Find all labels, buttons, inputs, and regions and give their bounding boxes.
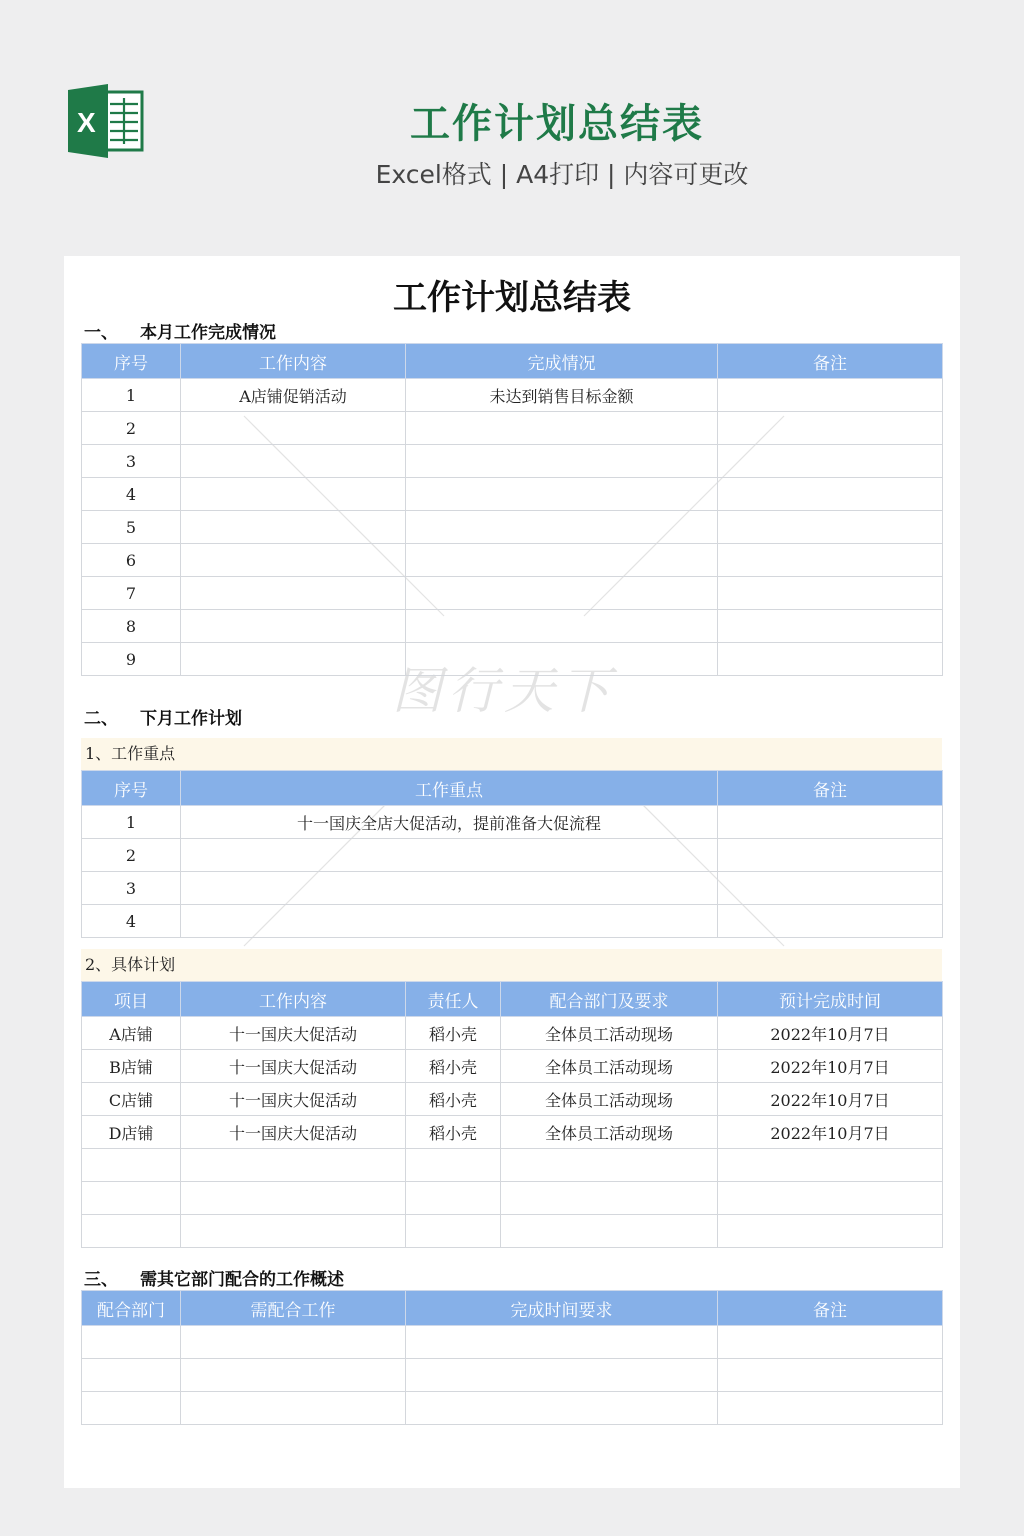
table-cell[interactable] [406, 1359, 718, 1392]
table-cell[interactable] [181, 445, 406, 478]
section3-label: 需其它部门配合的工作概述 [140, 1270, 344, 1290]
table-row [82, 1215, 943, 1248]
table-row [82, 1182, 943, 1215]
table-row [82, 379, 943, 412]
banner-subtitle: Excel格式 | A4打印 | 内容可更改 [375, 160, 749, 189]
table-work-focus [81, 770, 943, 938]
table-cell[interactable] [181, 511, 406, 544]
table-cell[interactable]: 8 [82, 610, 181, 643]
table-cell[interactable]: 5 [82, 511, 181, 544]
table-cell[interactable]: B店铺 [82, 1050, 181, 1083]
table-cell[interactable] [181, 544, 406, 577]
header-cell: 需配合工作 [181, 1291, 406, 1326]
header-cell: 完成时间要求 [406, 1291, 718, 1326]
header-cell: 备注 [718, 1291, 943, 1326]
table-cell[interactable] [82, 1359, 181, 1392]
table-row [82, 905, 943, 938]
table-row [82, 445, 943, 478]
table-cell[interactable] [718, 1215, 943, 1248]
table-cell[interactable]: 7 [82, 577, 181, 610]
table-header-row [82, 1291, 943, 1326]
table-cell[interactable] [181, 412, 406, 445]
table-cell[interactable] [718, 643, 943, 676]
table-header-row [82, 982, 943, 1017]
table-cell[interactable]: 2022年10月7日 [718, 1017, 943, 1050]
table-cell[interactable]: D店铺 [82, 1116, 181, 1149]
table-cell[interactable] [718, 379, 943, 412]
table-cell[interactable]: 6 [82, 544, 181, 577]
table-cell[interactable] [718, 445, 943, 478]
section2-label: 下月工作计划 [140, 709, 242, 729]
table-cell[interactable] [181, 1215, 406, 1248]
header-cell: 责任人 [406, 982, 501, 1017]
table-cell[interactable] [181, 478, 406, 511]
table-cell[interactable]: 稻小壳 [406, 1050, 501, 1083]
table-cell[interactable] [82, 1326, 181, 1359]
table-cell[interactable] [718, 872, 943, 905]
header-cell: 工作重点 [181, 771, 718, 806]
section2-number: 二、 [84, 709, 118, 729]
plan-subheading: 2、具体计划 [81, 949, 942, 981]
table-cell[interactable]: 3 [82, 872, 181, 905]
document-sheet [64, 256, 960, 1488]
table-cell[interactable]: C店铺 [82, 1083, 181, 1116]
table-cell[interactable] [718, 610, 943, 643]
table-cell[interactable] [718, 839, 943, 872]
table-cell[interactable]: 稻小壳 [406, 1083, 501, 1116]
table-cell[interactable] [406, 1392, 718, 1425]
table-cell[interactable]: 2022年10月7日 [718, 1083, 943, 1116]
table-department-cooperation [81, 1290, 943, 1425]
table-row [82, 577, 943, 610]
header-cell: 完成情况 [406, 344, 718, 379]
table-row [82, 1017, 943, 1050]
table-cell[interactable]: 全体员工活动现场 [501, 1050, 718, 1083]
table-cell[interactable] [181, 872, 718, 905]
table-cell[interactable] [406, 445, 718, 478]
section1-label: 本月工作完成情况 [140, 323, 276, 343]
table-cell[interactable] [181, 1392, 406, 1425]
section3-number: 三、 [84, 1270, 118, 1290]
table-cell[interactable] [406, 511, 718, 544]
table-cell[interactable] [181, 905, 718, 938]
table-cell[interactable] [181, 1182, 406, 1215]
table-cell[interactable] [82, 1392, 181, 1425]
table-cell[interactable] [501, 1182, 718, 1215]
table-cell[interactable]: 十一国庆全店大促活动，提前准备大促流程 [181, 806, 718, 839]
table-cell[interactable]: 2022年10月7日 [718, 1116, 943, 1149]
table-cell[interactable] [181, 1359, 406, 1392]
table-row [82, 544, 943, 577]
table-row [82, 1050, 943, 1083]
table-cell[interactable] [718, 1326, 943, 1359]
banner-title: 工作计划总结表 [410, 101, 704, 147]
table-cell[interactable] [406, 1215, 501, 1248]
table-cell[interactable]: 未达到销售目标金额 [406, 379, 718, 412]
header-cell: 序号 [82, 771, 181, 806]
table-cell[interactable] [501, 1215, 718, 1248]
table-cell[interactable] [181, 610, 406, 643]
table-cell[interactable]: 稻小壳 [406, 1017, 501, 1050]
table-cell[interactable] [718, 412, 943, 445]
header-cell: 项目 [82, 982, 181, 1017]
header-cell: 序号 [82, 344, 181, 379]
table-row [82, 872, 943, 905]
table-specific-plan [81, 981, 943, 1248]
watermark: 图行天下 [392, 662, 616, 720]
table-cell[interactable] [406, 412, 718, 445]
sheet-title: 工作计划总结表 [393, 278, 631, 318]
table-cell[interactable]: 1 [82, 806, 181, 839]
table-cell[interactable] [718, 1392, 943, 1425]
header-cell: 备注 [718, 771, 943, 806]
table-row [82, 839, 943, 872]
table-cell[interactable] [718, 577, 943, 610]
table-cell[interactable] [406, 1326, 718, 1359]
header-cell: 预计完成时间 [718, 982, 943, 1017]
table-cell[interactable] [406, 610, 718, 643]
table-cell[interactable]: 十一国庆大促活动 [181, 1050, 406, 1083]
table-cell[interactable] [406, 577, 718, 610]
section1-heading [84, 318, 276, 343]
table-cell[interactable] [181, 1149, 406, 1182]
table-cell[interactable]: 全体员工活动现场 [501, 1083, 718, 1116]
header-cell: 工作内容 [181, 344, 406, 379]
table-cell[interactable]: 2 [82, 839, 181, 872]
table-cell[interactable]: 十一国庆大促活动 [181, 1083, 406, 1116]
table-cell[interactable] [718, 905, 943, 938]
table-cell[interactable] [718, 806, 943, 839]
table-cell[interactable] [406, 544, 718, 577]
header-cell: 配合部门及要求 [501, 982, 718, 1017]
header-cell: 工作内容 [181, 982, 406, 1017]
table-cell[interactable]: 2022年10月7日 [718, 1050, 943, 1083]
table-cell[interactable]: 1 [82, 379, 181, 412]
table-cell[interactable]: 十一国庆大促活动 [181, 1017, 406, 1050]
table-cell[interactable]: A店铺促销活动 [181, 379, 406, 412]
table-cell[interactable] [181, 1326, 406, 1359]
table-row [82, 1149, 943, 1182]
table-cell[interactable] [718, 478, 943, 511]
table-cell[interactable]: 全体员工活动现场 [501, 1017, 718, 1050]
table-cell[interactable]: 3 [82, 445, 181, 478]
table-month-completion [81, 343, 943, 676]
table-cell[interactable] [718, 1149, 943, 1182]
section3-heading [84, 1265, 344, 1290]
section1-number: 一、 [84, 323, 118, 343]
table-row [82, 511, 943, 544]
table-cell[interactable] [82, 1149, 181, 1182]
table-cell[interactable] [718, 1182, 943, 1215]
table-row [82, 1083, 943, 1116]
table-row [82, 1359, 943, 1392]
table-header-row [82, 771, 943, 806]
table-row [82, 643, 943, 676]
table-row [82, 1392, 943, 1425]
table-cell[interactable] [406, 1182, 501, 1215]
section2-heading [84, 704, 242, 729]
focus-subheading: 1、工作重点 [81, 738, 942, 770]
table-cell[interactable] [181, 839, 718, 872]
table-cell[interactable]: A店铺 [82, 1017, 181, 1050]
table-cell[interactable]: 4 [82, 478, 181, 511]
table-cell[interactable] [718, 511, 943, 544]
table-cell[interactable]: 稻小壳 [406, 1116, 501, 1149]
table-cell[interactable]: 9 [82, 643, 181, 676]
table-header-row [82, 344, 943, 379]
table-row [82, 1326, 943, 1359]
svg-text:X: X [77, 107, 96, 138]
table-row [82, 478, 943, 511]
table-cell[interactable] [406, 643, 718, 676]
table-cell[interactable]: 十一国庆大促活动 [181, 1116, 406, 1149]
table-cell[interactable] [406, 1149, 501, 1182]
table-cell[interactable] [181, 643, 406, 676]
table-cell[interactable]: 全体员工活动现场 [501, 1116, 718, 1149]
table-cell[interactable]: 2 [82, 412, 181, 445]
table-row [82, 412, 943, 445]
header-cell: 备注 [718, 344, 943, 379]
table-cell[interactable] [718, 1359, 943, 1392]
table-row [82, 610, 943, 643]
table-cell[interactable] [501, 1149, 718, 1182]
table-cell[interactable] [718, 544, 943, 577]
table-cell[interactable] [82, 1215, 181, 1248]
table-cell[interactable]: 4 [82, 905, 181, 938]
table-cell[interactable] [181, 577, 406, 610]
table-cell[interactable] [406, 478, 718, 511]
table-cell[interactable] [82, 1182, 181, 1215]
header-cell: 配合部门 [82, 1291, 181, 1326]
table-row [82, 806, 943, 839]
table-row [82, 1116, 943, 1149]
